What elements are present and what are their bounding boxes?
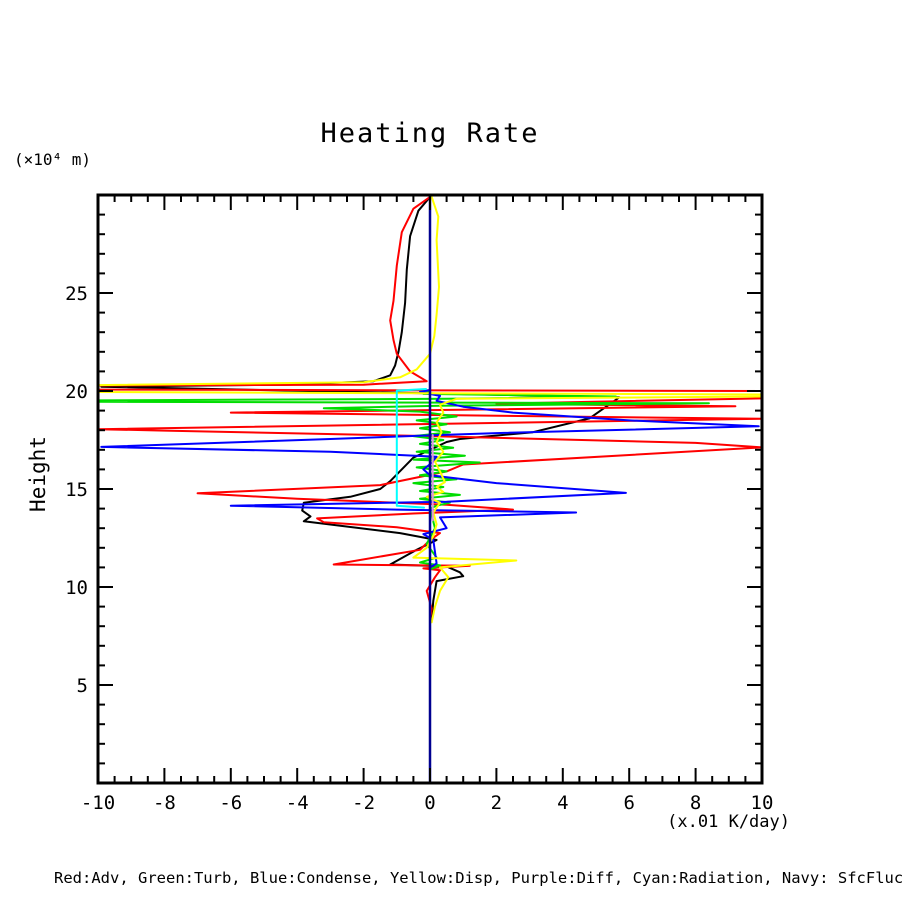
x-tick-label: 4 [557, 792, 569, 814]
x-axis-unit-label: (x.01 K/day) [667, 812, 790, 832]
x-tick-label: -4 [285, 792, 309, 814]
x-tick-label: 6 [623, 792, 635, 814]
x-tick-label: 10 [750, 792, 774, 814]
x-tick-label: -2 [352, 792, 376, 814]
x-tick-label: 2 [490, 792, 503, 814]
legend-caption: Red:Adv, Green:Turb, Blue:Condense, Yellow:Disp, Purple:Diff, Cyan:Radiation, Navy: SfcFluc [54, 869, 904, 887]
y-tick-label: 25 [65, 283, 88, 305]
x-tick-label: -10 [80, 792, 116, 814]
y-axis-unit-label: (×10⁴ m) [14, 150, 92, 169]
y-axis-title: Height [26, 436, 50, 512]
x-tick-label: 8 [689, 792, 702, 814]
x-tick-label: -6 [219, 792, 243, 814]
x-tick-label: -8 [152, 792, 176, 814]
x-tick-label: 0 [424, 792, 436, 814]
y-tick-label: 10 [65, 577, 88, 599]
y-tick-label: 20 [65, 381, 88, 403]
chart-title: Heating Rate [320, 118, 540, 149]
y-tick-label: 15 [65, 479, 88, 501]
y-tick-label: 5 [76, 675, 88, 697]
